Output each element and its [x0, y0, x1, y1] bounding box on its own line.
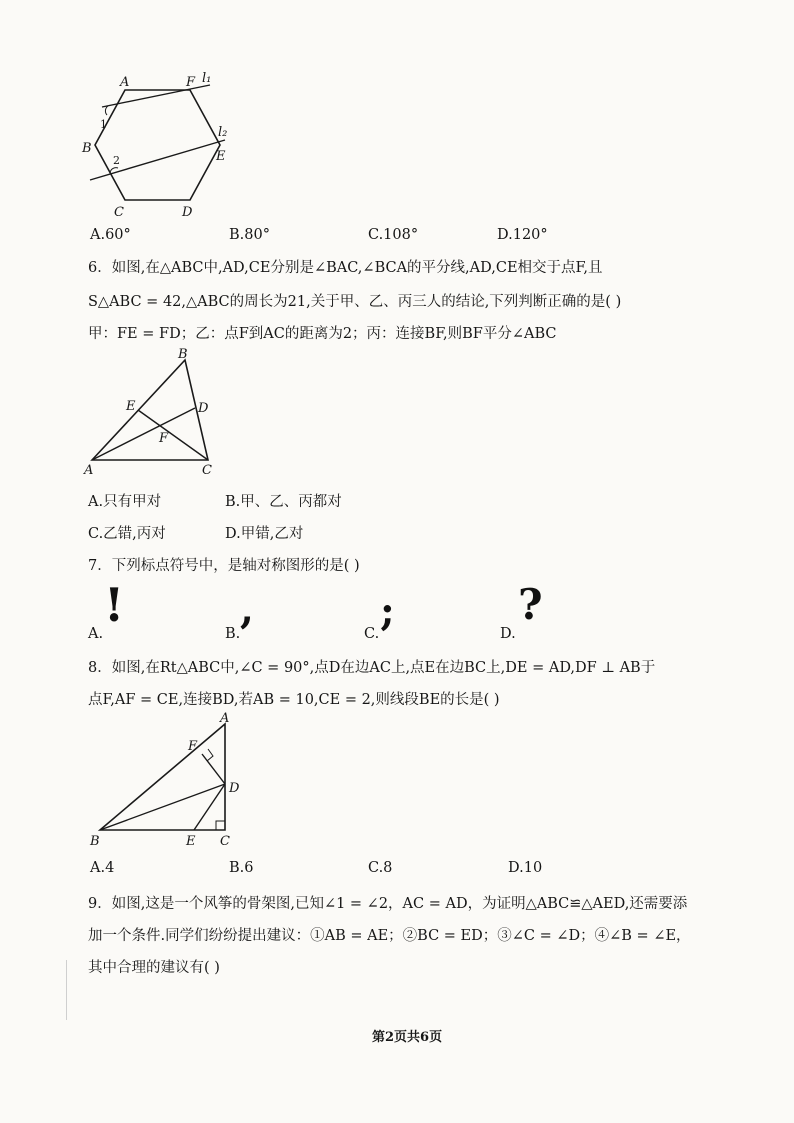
- label-F: F: [159, 431, 169, 446]
- label-F: F: [188, 739, 198, 754]
- segment-bd: [100, 784, 225, 830]
- segment-df: [202, 754, 225, 784]
- q5-option-d[interactable]: D.120°: [497, 227, 548, 243]
- q6-stem-line-2: S△ABC = 42,△ABC的周长为21,关于甲、乙、丙三人的结论,下列判断正确的是( ): [88, 294, 622, 310]
- q6-stem-line-1: 6．如图,在△ABC中,AD,CE分别是∠BAC,∠BCA的平分线,AD,CE相交于点F,且: [88, 260, 603, 276]
- q8-option-c[interactable]: C.8: [368, 860, 393, 876]
- hexagon-shape: [95, 90, 220, 200]
- label-F: F: [186, 75, 196, 90]
- question-mark-symbol: ?: [518, 580, 543, 629]
- q5-option-c[interactable]: C.108°: [368, 227, 419, 243]
- label-B: B: [178, 347, 188, 362]
- label-E: E: [216, 149, 226, 164]
- q6-option-c[interactable]: C.乙错,丙对: [88, 526, 166, 542]
- right-angle-marker-f: [207, 749, 213, 761]
- label-D: D: [182, 205, 193, 220]
- q6-option-a[interactable]: A.只有甲对: [88, 494, 162, 510]
- q5-hexagon-figure: [80, 70, 250, 220]
- q5-option-a[interactable]: A.60°: [90, 227, 131, 243]
- label-E: E: [186, 834, 196, 849]
- label-C: C: [202, 463, 212, 478]
- exclamation-mark-symbol: !: [104, 578, 125, 632]
- right-angle-marker-c: [216, 821, 225, 830]
- semicolon-symbol: ;: [380, 588, 395, 635]
- q7-option-a[interactable]: A.: [88, 626, 104, 642]
- label-A: A: [120, 75, 130, 90]
- angle-1-label: 1: [100, 118, 107, 131]
- q7-option-c[interactable]: C.: [364, 626, 380, 642]
- triangle-abc: [100, 724, 225, 830]
- comma-symbol: ,: [240, 586, 254, 633]
- label-A: A: [220, 711, 230, 726]
- angle-2-label: 2: [113, 154, 120, 167]
- segment-ad: [92, 408, 195, 460]
- label-E: E: [126, 399, 136, 414]
- q8-right-triangle-figure: [80, 712, 250, 852]
- q6-option-d[interactable]: D.甲错,乙对: [225, 526, 304, 542]
- q9-stem-line-3: 其中合理的建议有( ): [88, 960, 220, 976]
- q7-stem-line-1: 7．下列标点符号中，是轴对称图形的是( ): [88, 558, 360, 574]
- q7-option-d[interactable]: D.: [500, 626, 516, 642]
- label-D: D: [229, 781, 240, 796]
- q6-stem-line-3: 甲：FE = FD；乙：点F到AC的距离为2；丙：连接BF,则BF平分∠ABC: [88, 326, 557, 342]
- page-number: 第2页共6页: [372, 1030, 443, 1045]
- q8-option-a[interactable]: A.4: [90, 860, 115, 876]
- q7-option-b[interactable]: B.: [225, 626, 241, 642]
- q5-option-b[interactable]: B.80°: [229, 227, 270, 243]
- label-l1: l₁: [202, 71, 212, 86]
- label-B: B: [90, 834, 100, 849]
- q6-triangle-figure: [80, 348, 230, 480]
- q8-option-b[interactable]: B.6: [229, 860, 254, 876]
- q6-option-b[interactable]: B.甲、乙、丙都对: [225, 494, 342, 510]
- label-l2: l₂: [218, 125, 228, 140]
- q9-stem-line-2: 加一个条件.同学们纷纷提出建议：①AB = AE；②BC = ED；③∠C = ∠D；④∠B = ∠E，: [88, 928, 691, 944]
- label-B: B: [82, 141, 92, 156]
- q9-stem-line-1: 9．如图,这是一个风筝的骨架图,已知∠1 = ∠2，AC = AD，为证明△ABC≌△AED,还需要添: [88, 896, 688, 912]
- label-A: A: [84, 463, 94, 478]
- scan-margin-line: [66, 960, 67, 1020]
- segment-de: [194, 784, 225, 830]
- label-D: D: [198, 401, 209, 416]
- label-C: C: [114, 205, 124, 220]
- label-C: C: [220, 834, 230, 849]
- q8-option-d[interactable]: D.10: [508, 860, 543, 876]
- q8-stem-line-2: 点F,AF = CE,连接BD,若AB = 10,CE = 2,则线段BE的长是( ): [88, 692, 500, 708]
- q8-stem-line-1: 8．如图,在Rt△ABC中,∠C = 90°,点D在边AC上,点E在边BC上,DE = AD,DF ⊥ AB于: [88, 660, 656, 676]
